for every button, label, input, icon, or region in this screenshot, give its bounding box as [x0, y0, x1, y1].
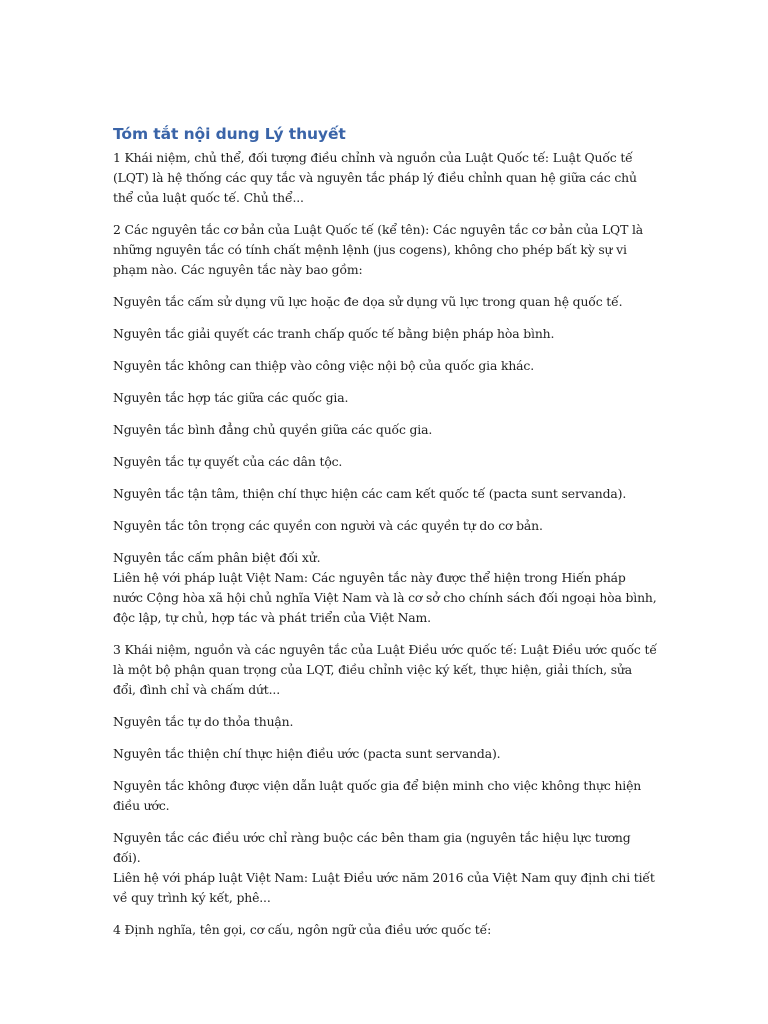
principle-item: Nguyên tắc cấm sử dụng vũ lực hoặc đe dọa sử dụng vũ lực trong quan hệ quốc tế. [113, 294, 623, 309]
document-title: Tóm tắt nội dung Lý thuyết [113, 125, 346, 143]
treaty-principle-item: Nguyên tắc các điều ước chỉ ràng buộc các bên tham gia (nguyên tắc hiệu lực tương đối). [113, 830, 631, 865]
principle-item: Nguyên tắc không can thiệp vào công việc nội bộ của quốc gia khác. [113, 358, 534, 373]
paragraph-4-definition: 4 Định nghĩa, tên gọi, cơ cấu, ngôn ngữ của điều ước quốc tế: [113, 922, 492, 937]
treaty-principle-item: Nguyên tắc không được viện dẫn luật quốc gia để biện minh cho việc không thực hiện điều ước. [113, 778, 642, 813]
principle-item: Nguyên tắc bình đẳng chủ quyền giữa các quốc gia. [113, 422, 433, 437]
treaty-principle-item: Nguyên tắc thiện chí thực hiện điều ước (pacta sunt servanda). [113, 746, 501, 761]
principle-item: Nguyên tắc cấm phân biệt đối xử. [113, 550, 321, 565]
treaty-principle-item: Nguyên tắc tự do thỏa thuận. [113, 714, 294, 729]
paragraph-2-principles: 2 Các nguyên tắc cơ bản của Luật Quốc tế (kể tên): Các nguyên tắc cơ bản của LQT là những nguyên tắc có tính chất mệnh lệnh (jus cogens), không cho phép bất kỳ sự vi phạm nào. Các nguyên tắc này bao gồm: [113, 222, 644, 277]
principle-item: Nguyên tắc hợp tác giữa các quốc gia. [113, 390, 349, 405]
principle-item: Nguyên tắc tận tâm, thiện chí thực hiện các cam kết quốc tế (pacta sunt servanda). [113, 486, 627, 501]
paragraph-1-concepts: 1 Khái niệm, chủ thể, đối tượng điều chỉnh và nguồn của Luật Quốc tế: Luật Quốc tế (LQT) là hệ thống các quy tắc và nguyên tắc pháp lý điều chỉnh quan hệ giữa các chủ thể của luật quốc tế. Chủ thể... [113, 150, 637, 205]
principle-item: Nguyên tắc tôn trọng các quyền con người và các quyền tự do cơ bản. [113, 518, 543, 533]
principle-item: Nguyên tắc tự quyết của các dân tộc. [113, 454, 343, 469]
paragraph-3-treaty-law: 3 Khái niệm, nguồn và các nguyên tắc của Luật Điều ước quốc tế: Luật Điều ước quốc tế là một bộ phận quan trọng của LQT, điều chỉnh việc ký kết, thực hiện, giải thích, sửa đổi, đình chỉ và chấm dứt... [113, 642, 657, 697]
vietnam-law-note: Liên hệ với pháp luật Việt Nam: Các nguyên tắc này được thể hiện trong Hiến pháp nước Cộng hòa xã hội chủ nghĩa Việt Nam và là cơ sở cho chính sách đối ngoại hòa bình, độc lập, tự chủ, hợp tác và phát triển của Việt Nam. [113, 570, 657, 625]
document-body [113, 124, 658, 952]
vietnam-treaty-law-note: Liên hệ với pháp luật Việt Nam: Luật Điều ước năm 2016 của Việt Nam quy định chi tiết về quy trình ký kết, phê... [113, 870, 655, 905]
principle-item: Nguyên tắc giải quyết các tranh chấp quốc tế bằng biện pháp hòa bình. [113, 326, 555, 341]
